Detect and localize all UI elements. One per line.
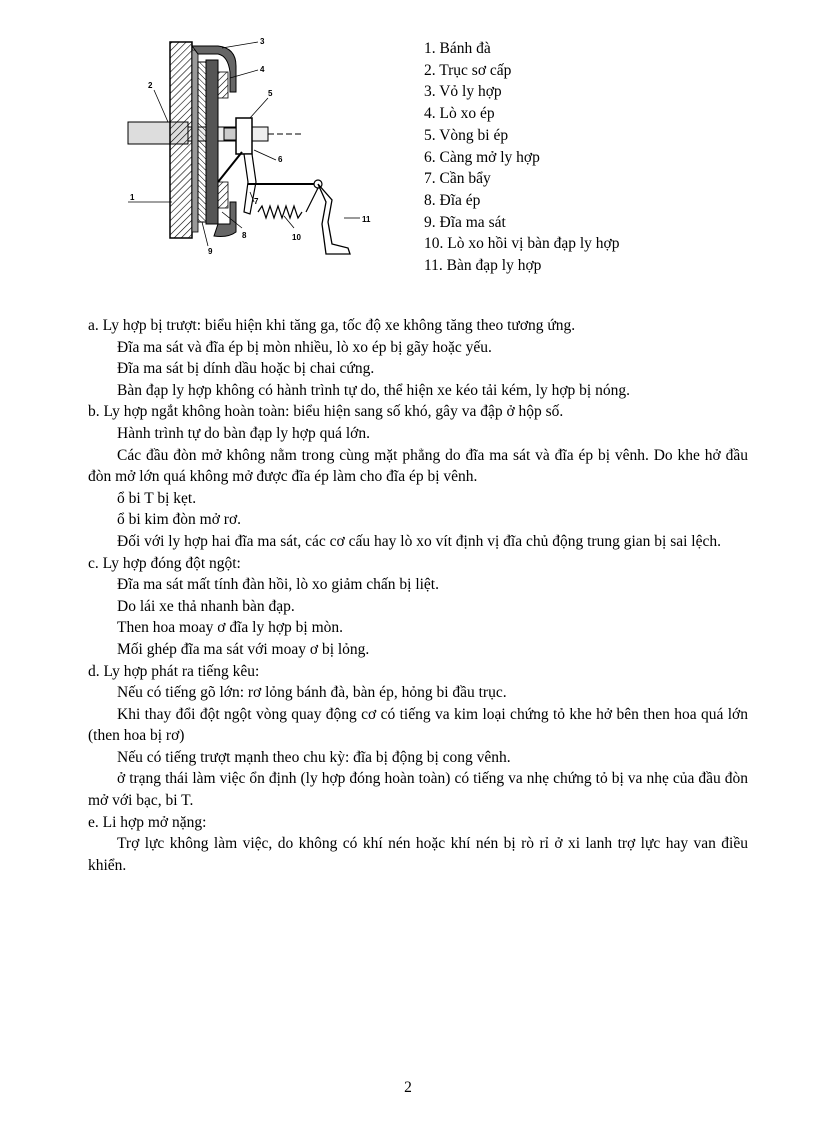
release-bearing	[236, 118, 252, 154]
callout-6: 6	[278, 155, 283, 164]
section-heading-a: a. Ly hợp bị trượt: biểu hiện khi tăng ga, tốc độ xe không tăng theo tương ứng.	[88, 317, 576, 334]
paragraph: ở trạng thái làm việc ổn định (ly hợp đóng hoàn toàn) có tiếng va nhẹ chứng tỏ bị va nhẹ của đầu đòn mở với bạc, bi T.	[88, 770, 748, 810]
return-spring	[258, 206, 302, 218]
paragraph: Khi thay đổi đột ngột vòng quay động cơ có tiếng va kim loại chứng tỏ khe hở bên then hoa quá lớn (then hoa bị rơ)	[88, 705, 748, 745]
paragraph: Hành trình tự do bàn đạp ly hợp quá lớn.	[117, 424, 370, 442]
paragraph: Đĩa ma sát và đĩa ép bị mòn nhiều, lò xo ép bị gãy hoặc yếu.	[117, 338, 492, 356]
legend-item: 7. Cần bẩy	[424, 170, 491, 188]
legend-item: 2. Trục sơ cấp	[424, 61, 512, 79]
callout-11: 11	[362, 215, 371, 224]
paragraph: Nếu có tiếng trượt mạnh theo chu kỳ: đĩa bị động bị cong vênh.	[117, 748, 511, 766]
legend-item: 4. Lò xo ép	[424, 105, 495, 123]
section-heading-e: e. Li hợp mở nặng:	[88, 813, 207, 831]
callout-4: 4	[260, 65, 265, 74]
paragraph: Đĩa ma sát mất tính đàn hồi, lò xo giảm chấn bị liệt.	[117, 576, 439, 594]
page-number: 2	[404, 1079, 412, 1096]
figure-legend	[424, 38, 619, 277]
paragraph: Nếu có tiếng gõ lớn: rơ lỏng bánh đà, bàn ép, hỏng bi đầu trục.	[117, 684, 507, 702]
flywheel	[170, 42, 192, 238]
callout-5: 5	[268, 89, 273, 98]
callout-3: 3	[260, 37, 265, 46]
paragraph: Do lái xe thả nhanh bàn đạp.	[117, 597, 295, 615]
legend-item: 8. Đĩa ép	[424, 191, 481, 209]
clutch-diagram	[118, 32, 380, 270]
section-heading-d: d. Ly hợp phát ra tiếng kêu:	[88, 662, 260, 680]
pressure-plate	[206, 60, 218, 224]
paragraph: Then hoa moay ơ đĩa ly hợp bị mòn.	[117, 619, 344, 637]
callout-10: 10	[292, 233, 301, 242]
legend-item: 11. Bàn đạp ly hợp	[424, 257, 542, 275]
callout-1: 1	[130, 193, 135, 202]
paragraph: ổ bi kim đòn mở rơ.	[117, 511, 242, 529]
callout-9: 9	[208, 247, 213, 256]
callout-2: 2	[148, 81, 153, 90]
legend-item: 10. Lò xo hồi vị bàn đạp ly hợp	[424, 235, 620, 253]
section-heading-c: c. Ly hợp đóng đột ngột:	[88, 554, 241, 572]
paragraph: Đĩa ma sát bị dính dầu hoặc bị chai cứng.	[117, 360, 375, 378]
legend-item: 1. Bánh đà	[424, 40, 491, 57]
paragraph: Trợ lực không làm việc, do không có khí nén hoặc khí nén bị rò rỉ ở xi lanh trợ lực hay van điều khiển.	[88, 835, 748, 874]
paragraph: Bàn đạp ly hợp không có hành trình tự do, thể hiện xe kéo tải kém, ly hợp bị nóng.	[117, 381, 630, 399]
paragraph: Các đầu đòn mở không nằm trong cùng mặt phẳng do đĩa ma sát và đĩa ép bị vênh. Do khe hở đầu đòn mở lớn quá không mở được đĩa ép làm cho đĩa ép bị vênh.	[88, 446, 748, 486]
document-body	[88, 315, 748, 876]
paragraph: Mối ghép đĩa ma sát với moay ơ bị lỏng.	[117, 640, 370, 658]
legend-item: 5. Vòng bi ép	[424, 126, 509, 144]
clutch-pedal	[318, 184, 350, 254]
paragraph: Đối với ly hợp hai đĩa ma sát, các cơ cấu hay lò xo vít định vị đĩa chủ động trung gian bị sai lệch.	[117, 532, 721, 550]
callout-7: 7	[254, 197, 259, 206]
friction-disc	[198, 62, 206, 222]
legend-item: 6. Càng mở ly hợp	[424, 148, 540, 166]
paragraph: ổ bi T bị kẹt.	[117, 489, 197, 507]
callout-8: 8	[242, 231, 247, 240]
legend-item: 3. Vỏ ly hợp	[424, 83, 502, 101]
section-heading-b: b. Ly hợp ngắt không hoàn toàn: biểu hiện sang số khó, gây va đập ở hộp số.	[88, 403, 564, 421]
legend-item: 9. Đĩa ma sát	[424, 213, 506, 231]
